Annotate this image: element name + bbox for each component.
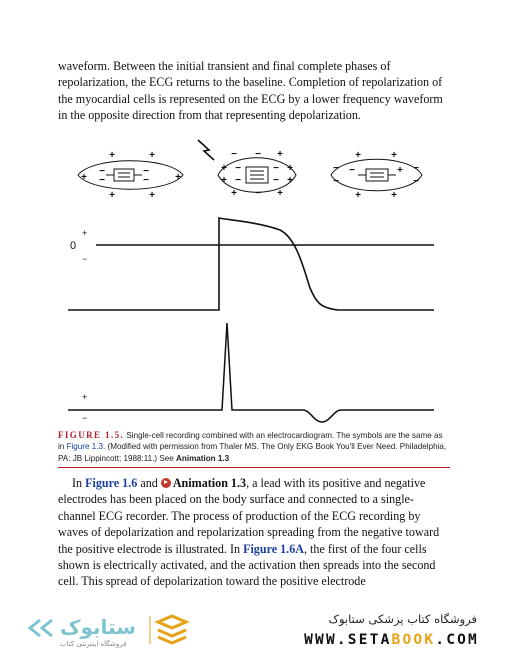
svg-text:−: − bbox=[333, 176, 339, 187]
svg-text:+: + bbox=[231, 188, 237, 199]
svg-text:+: + bbox=[391, 190, 397, 201]
text-span: , the first of the four cells shown is electrically activated, and the activation then spreads into the second cell. This spread of depolarization toward the positive electrode bbox=[58, 541, 436, 589]
svg-text:+: + bbox=[287, 175, 293, 186]
shop-name: فروشگاه کتاب پزشکی ستابوک bbox=[328, 612, 477, 626]
svg-text:+: + bbox=[277, 188, 283, 199]
plus-label-lower: + bbox=[82, 392, 88, 402]
footer-banner bbox=[0, 600, 505, 654]
figure-1-6a-link[interactable]: Figure 1.6A bbox=[243, 541, 304, 556]
ecg-figure bbox=[58, 138, 450, 428]
play-animation-icon[interactable] bbox=[161, 478, 171, 488]
stimulus-bolt-icon bbox=[198, 140, 214, 160]
logo-text: ستابوک bbox=[60, 615, 136, 639]
svg-text:+: + bbox=[109, 190, 115, 201]
svg-text:+: + bbox=[175, 172, 181, 183]
setabook-logo[interactable] bbox=[12, 610, 202, 650]
caption-text-1: Single-cell recording combined with an electrocardiogram. The symbols are the same as in bbox=[58, 431, 443, 452]
svg-text:−: − bbox=[235, 163, 241, 174]
figure-caption bbox=[58, 430, 450, 464]
plus-label-upper: + bbox=[82, 228, 88, 238]
minus-label-lower: − bbox=[82, 413, 88, 423]
svg-text:−: − bbox=[333, 163, 339, 174]
svg-text:−: − bbox=[413, 176, 419, 187]
svg-text:+: + bbox=[81, 172, 87, 183]
svg-text:+: + bbox=[355, 150, 361, 161]
svg-text:−: − bbox=[235, 175, 241, 186]
svg-text:−: − bbox=[255, 149, 261, 160]
body-paragraph-top: waveform. Between the initial transient and final complete phases of repolarization, the ECG returns to the baseline. Completion of repolarization of the myocardial cells is represented on the ECG by a lower frequency waveform in the opposite direction from that representing depolarization. bbox=[58, 59, 443, 123]
caption-divider bbox=[58, 467, 450, 468]
cell-repolarized bbox=[331, 159, 422, 191]
svg-text:−: − bbox=[143, 175, 149, 186]
svg-text:+: + bbox=[149, 150, 155, 161]
url-prefix: WWW.SETA bbox=[304, 632, 392, 648]
svg-text:−: − bbox=[413, 163, 419, 174]
url-suffix: .COM bbox=[435, 632, 479, 648]
svg-text:+: + bbox=[355, 190, 361, 201]
figure-label: FIGURE 1.5. bbox=[58, 430, 125, 440]
svg-text:−: − bbox=[143, 166, 149, 177]
svg-text:+: + bbox=[277, 149, 283, 160]
cell-resting bbox=[78, 161, 183, 190]
svg-text:+: + bbox=[221, 175, 227, 186]
svg-text:−: − bbox=[255, 188, 261, 199]
svg-text:−: − bbox=[231, 149, 237, 160]
shop-url-link[interactable] bbox=[304, 632, 479, 648]
text-span: , a lead with its positive and negative electrodes has been placed on the body surface and connected to a single-channel ECG recorder. The process of production of the ECG recording by waves of depolarization and repolarization spreading from the negative toward the positive electrode is illustrated. In bbox=[58, 476, 440, 556]
ecg-trace bbox=[68, 323, 434, 422]
figure-ref-link[interactable]: Figure 1.3 bbox=[66, 442, 104, 452]
zero-label: 0 bbox=[70, 240, 77, 252]
animation-1-3-link[interactable]: Animation 1.3 bbox=[172, 476, 247, 490]
url-accent: BOOK bbox=[391, 632, 436, 648]
svg-text:+: + bbox=[391, 150, 397, 161]
text-span: and bbox=[137, 476, 161, 490]
action-potential-trace bbox=[68, 218, 434, 310]
animation-ref-link[interactable]: Animation 1.3 bbox=[176, 453, 230, 463]
body-paragraph-bottom bbox=[58, 475, 450, 590]
svg-text:+: + bbox=[287, 163, 293, 174]
caption-text-2: . (Modified with permission from Thaler MS. The Only EKG Book You'll Ever Need. Philadelphia, PA: JB Lippincott; 1988:11.) See bbox=[58, 442, 447, 463]
svg-text:−: − bbox=[99, 166, 105, 177]
svg-text:−: − bbox=[273, 163, 279, 174]
minus-label-upper: − bbox=[82, 254, 88, 264]
svg-text:+: + bbox=[149, 190, 155, 201]
svg-text:−: − bbox=[349, 165, 355, 176]
svg-text:+: + bbox=[109, 150, 115, 161]
svg-text:+: + bbox=[221, 163, 227, 174]
svg-text:−: − bbox=[99, 175, 105, 186]
figure-1-6-link[interactable]: Figure 1.6 bbox=[85, 476, 138, 490]
logo-subtitle: فروشگاه اینترنتی کتاب bbox=[60, 640, 127, 648]
text-span: In bbox=[72, 476, 86, 490]
svg-text:−: − bbox=[273, 175, 279, 186]
svg-text:+: + bbox=[397, 165, 403, 176]
